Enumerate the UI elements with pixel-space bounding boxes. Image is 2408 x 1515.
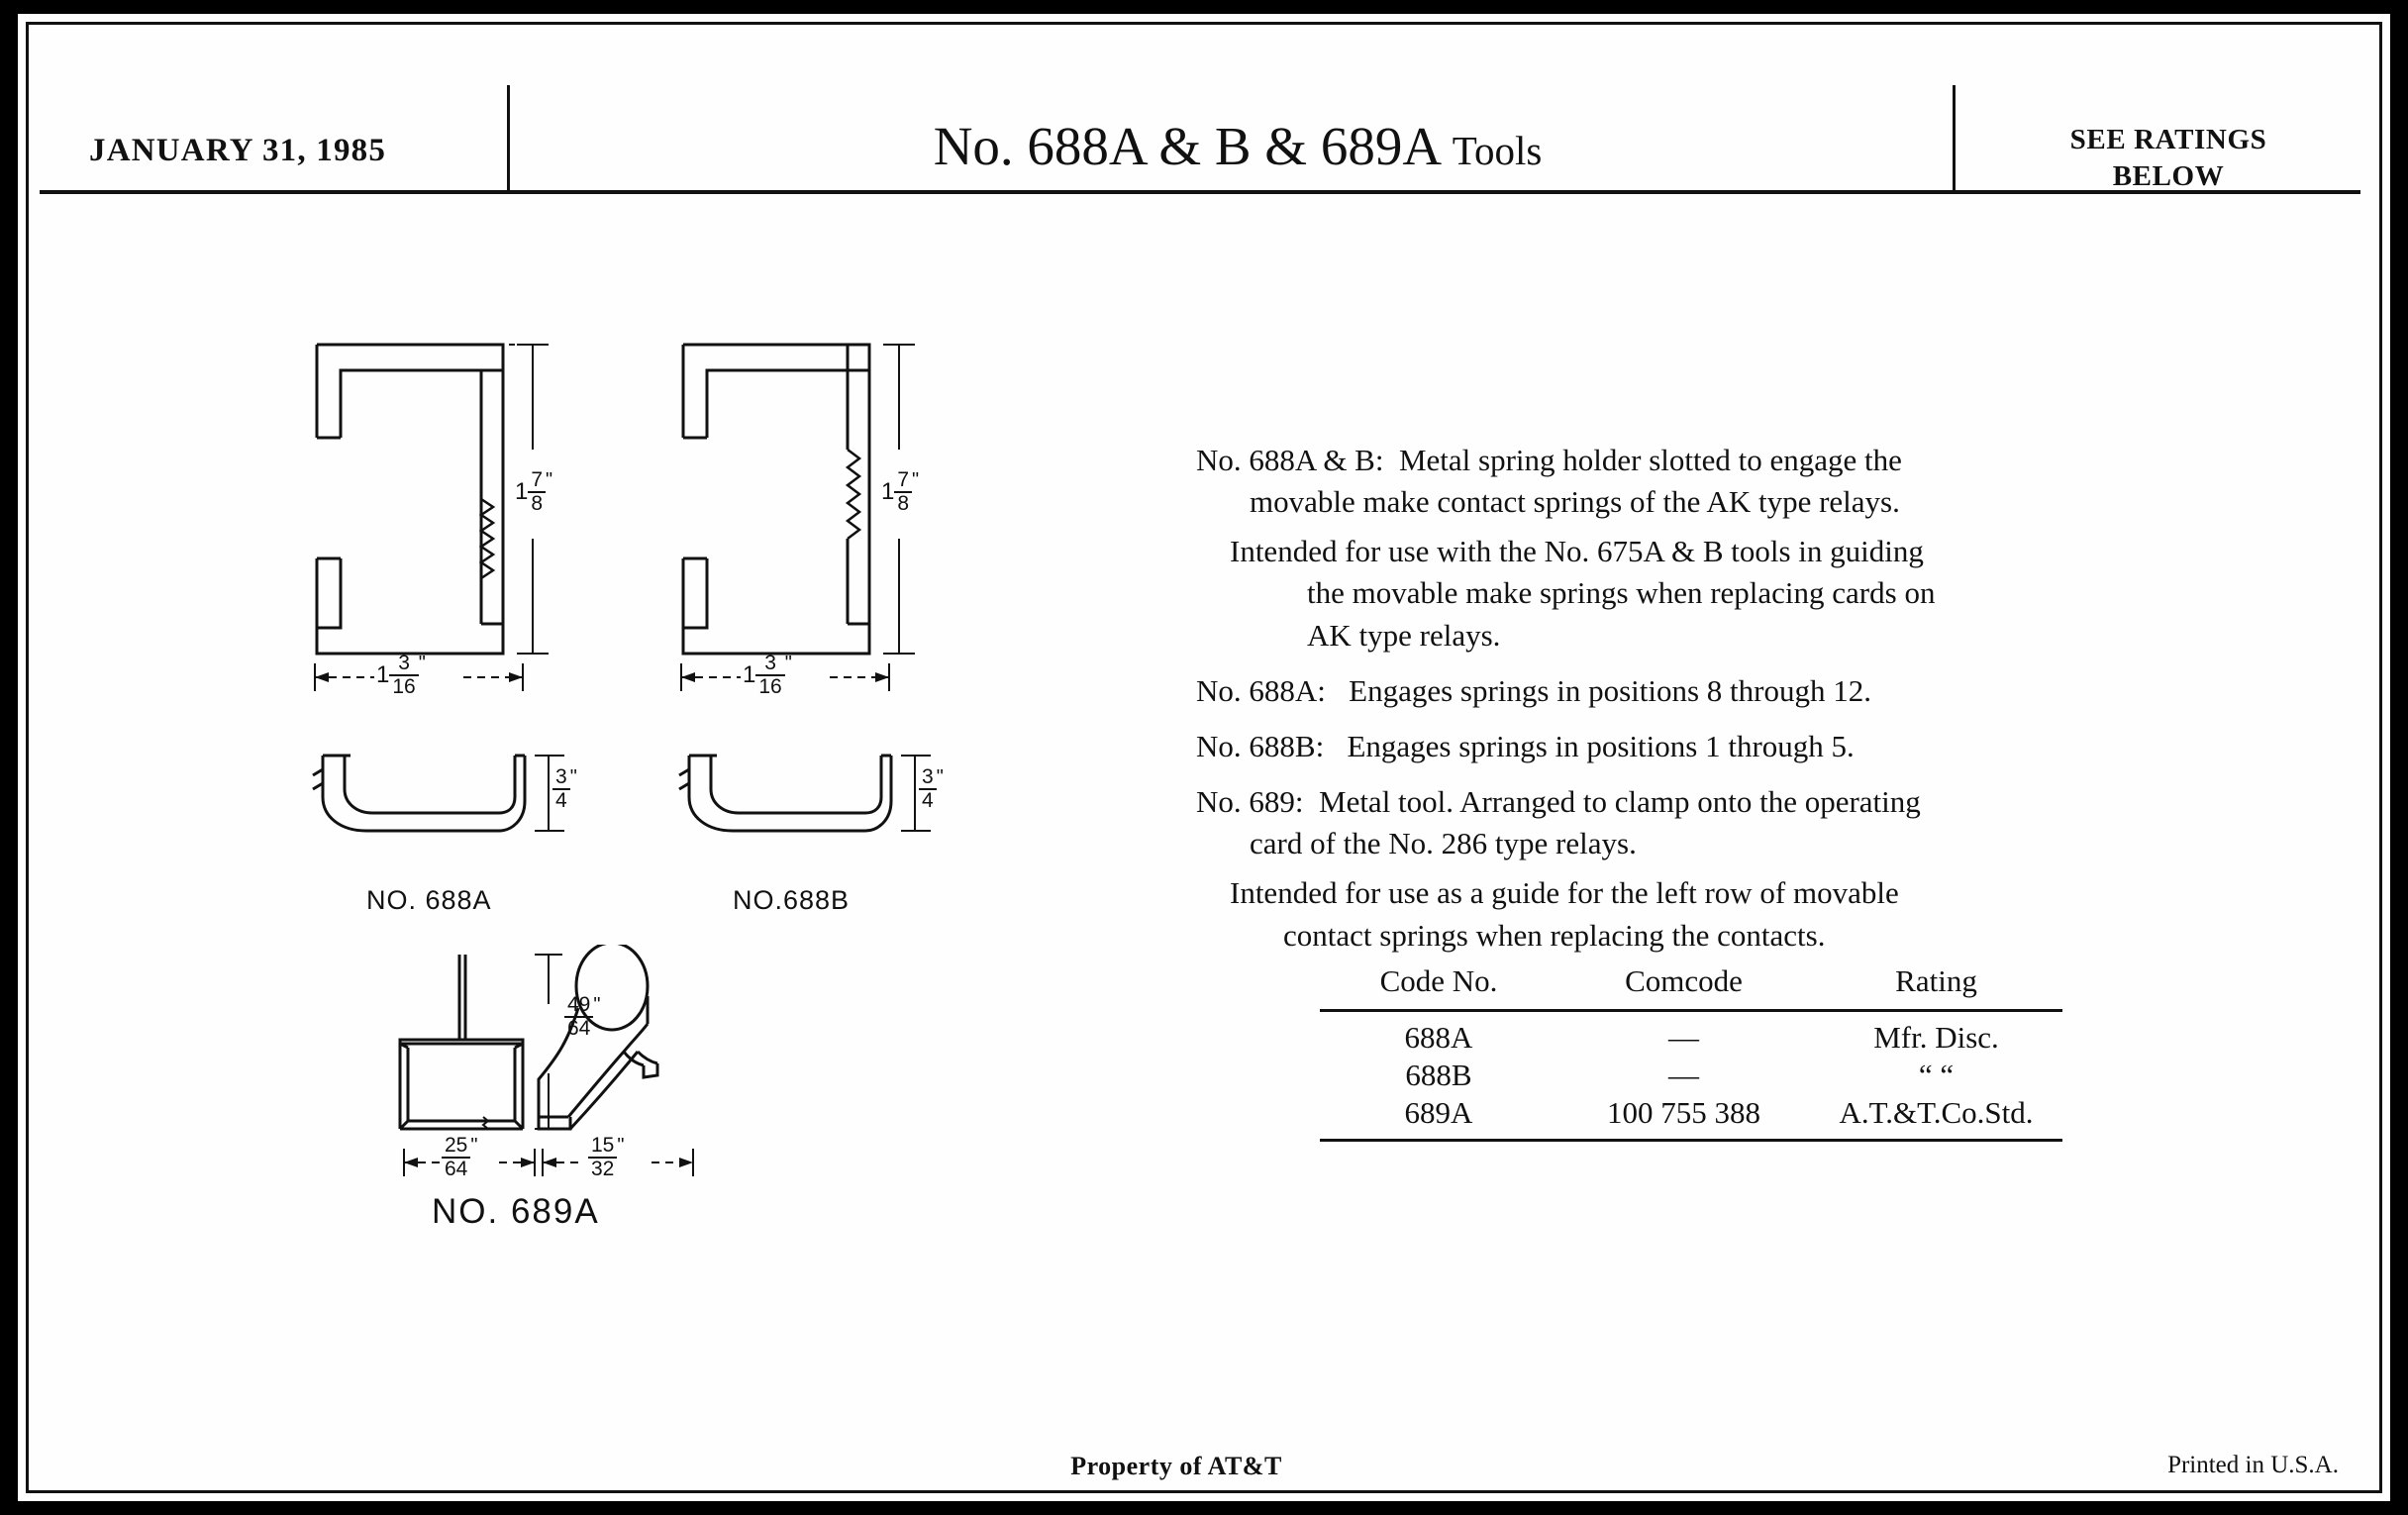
- column-header-code-no: Code No.: [1379, 963, 1498, 998]
- cell-code-688b: 688B: [1405, 1058, 1472, 1092]
- cell-rating-688b: “ “: [1918, 1058, 1955, 1092]
- see-ratings-line2: BELOW: [2112, 159, 2225, 192]
- dim-688a-depth-den: 4: [555, 789, 567, 813]
- paragraph-688b: [1196, 726, 2196, 767]
- paragraph-intended-1-line1: Intended for use with the No. 675A & B tools in guiding: [1230, 534, 1924, 569]
- dim-688a-width: [376, 653, 426, 698]
- dim-689a-width-den: 64: [445, 1158, 468, 1181]
- paragraph-689-lead: No. 689:: [1196, 784, 1304, 820]
- header-date: JANUARY 31, 1985: [89, 133, 387, 168]
- dim-688a-width-den: 16: [392, 675, 416, 699]
- serration-688a: [481, 499, 493, 578]
- dim-688b-depth-num: 3: [919, 766, 937, 790]
- see-ratings-note: [1970, 122, 2366, 194]
- page-title-tools: Tools: [1452, 128, 1543, 173]
- paragraph-688a-lead: No. 688A:: [1196, 672, 1326, 708]
- see-ratings-line1: SEE RATINGS: [2069, 124, 2267, 155]
- page-title-main: No. 688A & B & 689A: [933, 116, 1453, 176]
- dim-688a-width-num: 3: [389, 653, 418, 676]
- dim-689a-height: [588, 1135, 624, 1180]
- paragraph-intended-1-line3: AK type relays.: [1307, 617, 1501, 653]
- cell-rating-689a: A.T.&T.Co.Std.: [1839, 1095, 2034, 1130]
- dim-688a-height-num: 7: [528, 469, 546, 493]
- ratings-table: [1320, 960, 2062, 1142]
- dim-688a-depth-inch: ": [569, 766, 577, 788]
- paragraph-688ab-lead: No. 688A & B:: [1196, 443, 1384, 477]
- cell-comcode-688a: —: [1668, 1020, 1699, 1055]
- paragraph-689-line2: card of the No. 286 type relays.: [1250, 826, 1637, 861]
- serration-689a: [483, 1117, 488, 1129]
- paragraph-688ab: [1196, 440, 2196, 523]
- column-header-rating: Rating: [1895, 963, 1977, 998]
- paragraph-688a: [1196, 670, 2196, 712]
- label-688b: NO.688B: [733, 885, 851, 915]
- dim-689a-length-den: 64: [567, 1017, 591, 1041]
- table-row: [1320, 1057, 2062, 1094]
- paragraph-688ab-line1: Metal spring holder slotted to engage the: [1398, 443, 1902, 477]
- label-689a: NO. 689A: [432, 1192, 600, 1231]
- paragraph-intended-1-line2: the movable make springs when replacing cards on: [1307, 575, 1936, 611]
- serration-688b: [848, 450, 859, 539]
- dim-688b-height-whole: 1: [881, 478, 895, 506]
- drawing-688a-front-view: [305, 331, 622, 667]
- paragraph-688a-text: Engages springs in positions 8 through 12.: [1349, 672, 1871, 708]
- dim-688b-height: [881, 469, 919, 515]
- cell-comcode-688b: —: [1668, 1058, 1699, 1092]
- paragraph-intended-2-line2: contact springs when replacing the contacts.: [1283, 917, 1826, 953]
- dim-688a-depth: [552, 766, 577, 812]
- dim-688b-depth: [919, 766, 944, 812]
- description-text: [1196, 440, 2196, 964]
- dim-688b-width-whole: 1: [743, 661, 756, 689]
- footer-property: Property of AT&T: [1070, 1452, 1282, 1480]
- dim-688b-height-num: 7: [894, 469, 912, 493]
- dim-688b-width-den: 16: [758, 675, 782, 699]
- dim-688a-width-inch: ": [418, 653, 426, 674]
- document-page: [18, 14, 2390, 1501]
- paragraph-688ab-line2: movable make contact springs of the AK type relays.: [1250, 484, 1900, 520]
- dim-688b-height-den: 8: [897, 492, 910, 516]
- page-header: [40, 38, 2360, 194]
- paragraph-688b-lead: No. 688B:: [1196, 728, 1325, 763]
- table-header-row: [1320, 960, 2062, 1011]
- footer-printed: Printed in U.S.A.: [2167, 1452, 2339, 1478]
- cell-code-689a: 689A: [1404, 1095, 1473, 1130]
- header-divider-left: [507, 85, 510, 194]
- cell-comcode-689a: 100 755 388: [1607, 1095, 1760, 1130]
- paragraph-intended-2: [1230, 872, 2196, 956]
- drawing-688b-front-view: [671, 331, 988, 667]
- dim-688b-width: [743, 653, 792, 698]
- dim-688a-width-whole: 1: [376, 661, 390, 689]
- dim-689a-width-num: 25: [442, 1135, 470, 1159]
- dim-689a-length-num: 49: [564, 994, 593, 1018]
- dim-689a-height-inch: ": [617, 1135, 625, 1157]
- cell-code-688a: 688A: [1404, 1020, 1473, 1055]
- label-688a: NO. 688A: [366, 885, 492, 915]
- paragraph-688b-text: Engages springs in positions 1 through 5.: [1347, 728, 1855, 763]
- dim-688a-height-den: 8: [531, 492, 544, 516]
- paragraph-689: [1196, 781, 2196, 864]
- dim-688a-depth-num: 3: [552, 766, 570, 790]
- dim-688b-depth-den: 4: [922, 789, 934, 813]
- page-title: [525, 115, 1951, 177]
- dim-688b-width-inch: ": [784, 653, 792, 674]
- table-row: [1320, 1094, 2062, 1139]
- dim-688b-depth-inch: ": [936, 766, 944, 788]
- dim-688b-height-inch: ": [912, 469, 920, 491]
- dim-688a-height: [515, 469, 552, 515]
- paragraph-intended-2-line1: Intended for use as a guide for the left row of movable: [1230, 875, 1899, 911]
- dim-689a-height-den: 32: [591, 1158, 615, 1181]
- column-header-comcode: Comcode: [1625, 963, 1743, 998]
- dim-689a-length-inch: ": [593, 994, 601, 1016]
- dim-689a-length: [564, 994, 600, 1040]
- dim-689a-height-num: 15: [588, 1135, 617, 1159]
- dim-688b-width-num: 3: [755, 653, 784, 676]
- header-divider-right: [1953, 85, 1956, 194]
- dim-689a-width-inch: ": [470, 1135, 478, 1157]
- dim-689a-width: [442, 1135, 477, 1180]
- paragraph-689-line1: Metal tool. Arranged to clamp onto the operating: [1319, 784, 1921, 820]
- dim-688a-height-whole: 1: [515, 478, 529, 506]
- table-bottom-rule: [1320, 1139, 2062, 1142]
- cell-rating-688a: Mfr. Disc.: [1873, 1020, 1999, 1055]
- paragraph-intended-1: [1230, 531, 2196, 656]
- dim-688a-height-inch: ": [546, 469, 553, 491]
- table-row: [1320, 1011, 2062, 1058]
- technical-drawings: [255, 311, 1246, 1400]
